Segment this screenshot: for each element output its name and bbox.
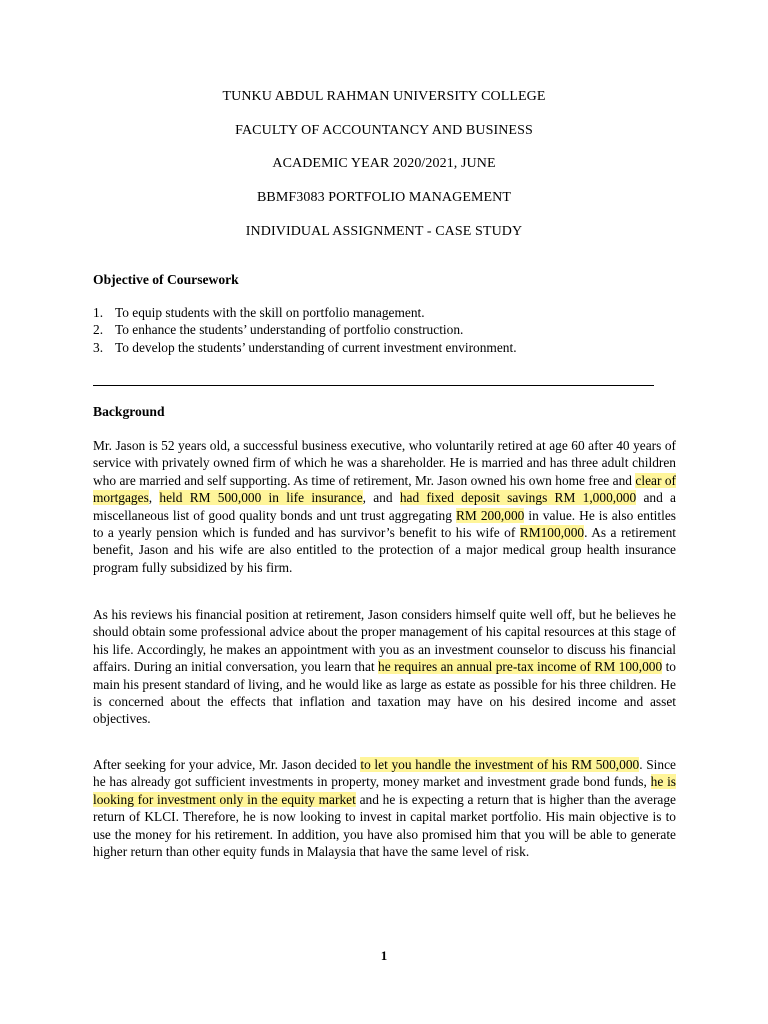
background-paragraph-3 (93, 756, 676, 860)
objective-item-text: To develop the students’ understanding of current investment environment. (115, 339, 517, 355)
paragraph-text: in value. He is also entitles to a yearly pension which is funded and has survivor’s benefit to his wife of (93, 507, 676, 541)
institution-title: TUNKU ABDUL RAHMAN UNIVERSITY COLLEGE (222, 89, 546, 104)
background-heading: Background (93, 404, 165, 419)
paragraph-text: . As a retirement benefit, Jason and his wife are also entitled to the protection of a major medical group health insurance program fully subsidized by his firm. (93, 525, 676, 575)
highlighted-text: clear of mortgages (93, 472, 676, 506)
objective-item (93, 304, 693, 321)
academic-year-title: ACADEMIC YEAR 2020/2021, JUNE (272, 156, 496, 171)
paragraph-text: As his reviews his financial position at retirement, Jason considers himself quite well off, but he believes he should obtain some professional advice about the proper management of his capital resources at this stage of his life. Accordingly, he makes an appointment with you as an investment counselor to discuss his financial affairs. During an initial conversation, you learn that (93, 607, 676, 675)
background-paragraph-2 (93, 606, 676, 728)
paragraph-text: and he is expecting a return that is higher than the average return of KLCI. Therefore, he is now looking to invest in capital market portfolio. His main objective is to use the money for his retirement. In addition, you have also promised him that you will be able to generate higher return than other equity funds in Malaysia that have the same level of risk. (93, 791, 676, 860)
objective-item-number: 1. (93, 305, 104, 320)
objective-item-text: To equip students with the skill on portfolio management. (115, 305, 425, 320)
paragraph-text: and a miscellaneous list of good quality bonds and unt trust aggregating (93, 490, 676, 523)
assignment-title: INDIVIDUAL ASSIGNMENT - CASE STUDY (245, 224, 523, 239)
highlighted-text: to let you handle the investment of his RM 500,000 (360, 757, 640, 772)
paragraph-text: to main his present standard of living, and he would like as large as estate as possible for his three children. He is concerned about the effects that inflation and taxation may have on his desired income and asset objectives. (93, 659, 677, 727)
objective-item-number: 2. (93, 322, 104, 338)
objective-item (93, 321, 693, 338)
objective-list (93, 304, 693, 356)
highlighted-text: he is looking for investment only in the equity market (93, 774, 676, 807)
paragraph-text: After seeking for your advice, Mr. Jason decided (93, 757, 361, 772)
faculty-title: FACULTY OF ACCOUNTANCY AND BUSINESS (235, 123, 533, 138)
highlighted-text: held RM 500,000 in life insurance (159, 490, 363, 506)
paragraph-text: , and (362, 490, 400, 506)
highlighted-text: RM 200,000 (455, 507, 525, 523)
highlighted-text: RM100,000 (519, 525, 585, 541)
highlighted-text: he requires an annual pre-tax income of RM 100,000 (378, 659, 663, 675)
objective-item-number: 3. (93, 339, 104, 355)
paragraph-text: , (148, 490, 160, 506)
background-paragraph-1 (93, 437, 676, 576)
objective-item (93, 339, 693, 356)
paragraph-text: . Since he has already got sufficient investments in property, money market and investment grade bond funds, (93, 757, 676, 790)
course-title: BBMF3083 PORTFOLIO MANAGEMENT (256, 190, 512, 205)
paragraph-text: Mr. Jason is 52 years old, a successful business executive, who voluntarily retired at age 60 after 40 years of service with privately owned firm of which he was a shareholder. He is married and has three adult children who are married and self supporting. As time of retirement, Mr. Jason owned his own home free and (93, 438, 676, 488)
page-number: 1 (380, 948, 388, 963)
objective-item-text: To enhance the students’ understanding of portfolio construction. (115, 322, 464, 338)
objective-heading: Objective of Coursework (93, 272, 239, 287)
section-divider (93, 385, 654, 386)
highlighted-text: had fixed deposit savings RM 1,000,000 (399, 490, 637, 506)
